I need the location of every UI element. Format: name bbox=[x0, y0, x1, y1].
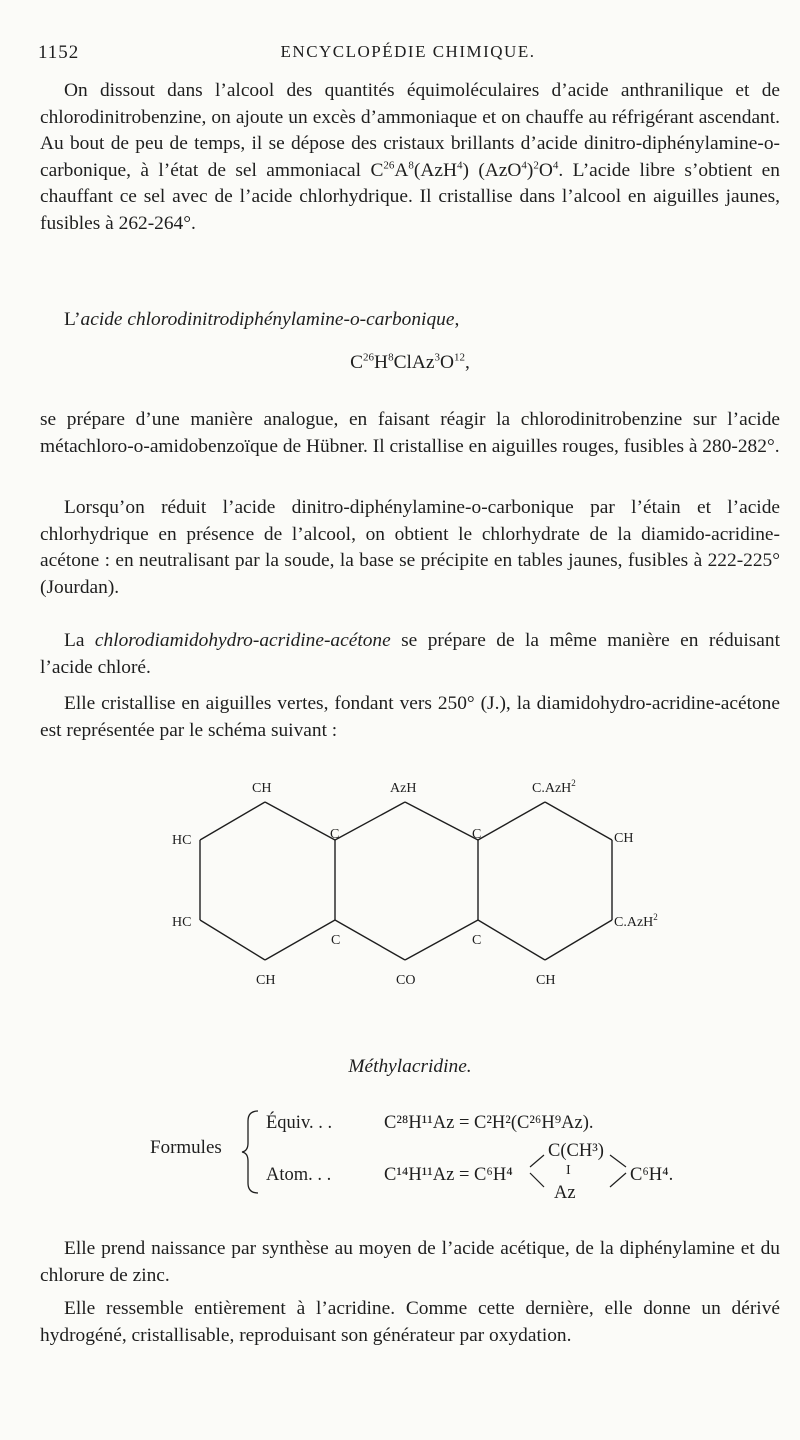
atom-formula-left: C¹⁴H¹¹Az = C⁶H⁴ bbox=[384, 1165, 513, 1185]
running-title: ENCYCLOPÉDIE CHIMIQUE. bbox=[280, 42, 536, 61]
atom-formula-right: C⁶H⁴. bbox=[630, 1165, 674, 1185]
label-hc-lower: HC bbox=[172, 915, 192, 930]
label-ch-bottom-right: CH bbox=[536, 973, 556, 988]
paragraph-anthranilic-synthesis: On dissout dans l’alcool des quantités équimoléculaires d’acide anthranilique et de chlorodinitrobenzine, on ajoute un excès d’ammoniaque et on chauffe au réfrigérant ascendant. Au bout de peu de temps, il se dépose des cristaux brillants d’acide dinitro-diphénylamine-o-carbonique, à l’état de sel ammoniacal $C^{26}A^8(AzH^4)$ $(AzO^4)^2O^4$. L’acide libre s’obtient en chauffant ce sel avec de l’acide chlorhydrique. Il cristallise dans l’alcool en aiguilles jaunes, fusibles à 262-264°. bbox=[40, 80, 780, 234]
label-co-bottom: CO bbox=[396, 973, 416, 988]
label-ch-top-left: CH bbox=[252, 781, 272, 796]
paragraph-scheme-intro: Elle cristallise en aiguilles vertes, fondant vers 250° (J.), la diamidohydro-acridine-acétone est représentée par le schéma suivant : bbox=[40, 693, 780, 741]
acridine-structure-diagram bbox=[0, 770, 800, 1000]
formula-chlorodinitro: $C^{26}H^8ClAz^3O^{12}$, bbox=[350, 351, 470, 373]
atom-top-group: C(CH³) bbox=[548, 1141, 604, 1161]
paragraph-reduction: Lorsqu’on réduit l’acide dinitro-diphénylamine-o-carbonique par l’étain et l’acide chlorhydrique en présence de l’alcool, on obtient le chlorhydrate de la diamido-acridine-acétone : en neutralisant par la soude, la base se précipite en tables jaunes, fusibles à 222-225° (Jourdan). bbox=[40, 497, 780, 598]
paragraph-resemblance: Elle ressemble entièrement à l’acridine. Comme cette dernière, elle donne un dérivé hydrogéné, cristallisable, reproduisant son générateur par oxydation. bbox=[40, 1298, 780, 1346]
label-c-lower-right: C bbox=[472, 933, 482, 948]
atom-bottom-group: Az bbox=[554, 1183, 576, 1203]
paragraph-compound-name: L’acide chlorodinitrodiphénylamine-o-carbonique, bbox=[64, 309, 460, 330]
paragraph-synthesis: Elle prend naissance par synthèse au moyen de l’acide acétique, de la diphénylamine et du chlorure de zinc. bbox=[40, 1238, 780, 1286]
label-ch-right: CH bbox=[614, 831, 634, 846]
equiv-formula: C²⁸H¹¹Az = C²H²(C²⁶H⁹Az). bbox=[384, 1113, 594, 1133]
label-c-upper-right: C bbox=[472, 827, 482, 842]
page-number: 1152 bbox=[38, 42, 80, 63]
paragraph-chloro-derivative: La chlorodiamidohydro-acridine-acétone se prépare de la même manière en réduisant l’acide chloré. bbox=[40, 630, 780, 678]
label-cazh2-top: C.AzH$^2$ bbox=[532, 778, 576, 796]
page-header bbox=[38, 42, 778, 68]
label-cazh2-right: C.AzH$^2$ bbox=[614, 912, 658, 930]
brace-icon bbox=[240, 1109, 262, 1195]
formulas-block bbox=[150, 1105, 750, 1203]
diagram-caption: Méthylacridine. bbox=[348, 1056, 472, 1077]
label-c-lower-left: C bbox=[331, 933, 341, 948]
equiv-label: Équiv. . . bbox=[266, 1113, 333, 1133]
atom-bond-bar: I bbox=[566, 1163, 571, 1178]
ring-bonds bbox=[200, 802, 612, 960]
formulas-label: Formules bbox=[150, 1137, 222, 1158]
label-azh-top: AzH bbox=[390, 781, 417, 796]
label-ch-bottom-left: CH bbox=[256, 973, 276, 988]
label-hc-upper: HC bbox=[172, 833, 192, 848]
paragraph-analogous-preparation: se prépare d’une manière analogue, en faisant réagir la chlorodinitrobenzine sur l’acide métachloro-o-amidobenzoïque de Hübner. Il cristallise en aiguilles rouges, fusibles à 280-282°. bbox=[40, 409, 780, 457]
atom-label: Atom. . . bbox=[266, 1165, 332, 1185]
label-c-upper-left: C bbox=[330, 827, 340, 842]
